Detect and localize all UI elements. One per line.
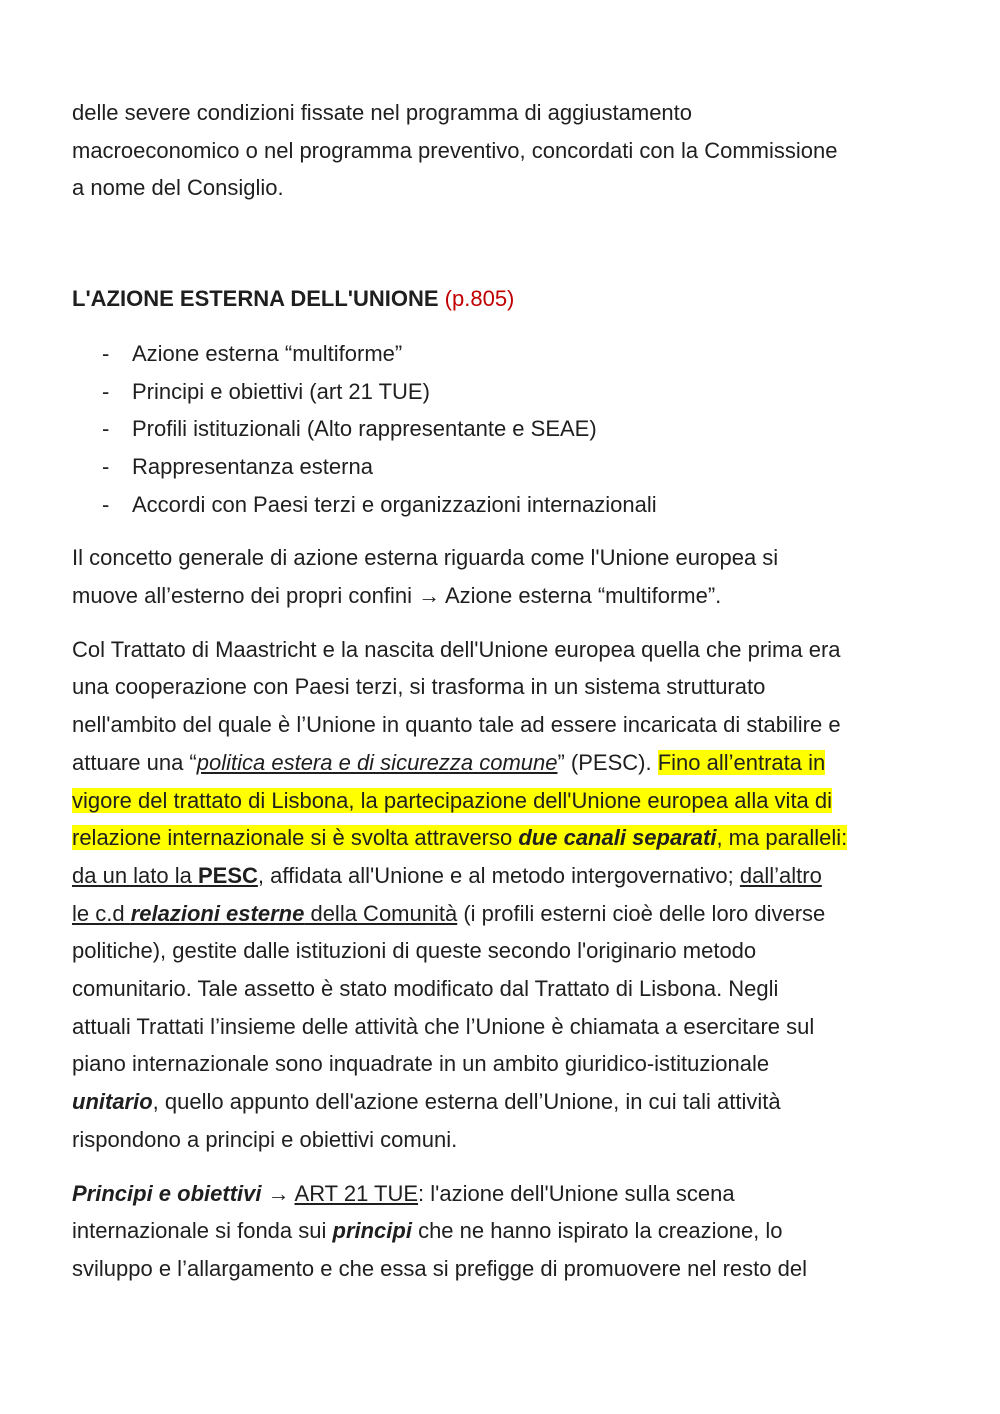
list-item <box>72 410 952 448</box>
concept-paragraph <box>72 539 952 614</box>
text-segment: : l'azione dell'Unione sulla scena <box>418 1180 735 1206</box>
pesc-term: politica estera e di sicurezza comune <box>196 749 558 775</box>
document-body <box>72 94 952 1304</box>
intro-paragraph <box>72 94 952 207</box>
bullet-marker: - <box>102 491 110 517</box>
text-segment: , affidata all'Unione e al metodo intergovernativo; <box>257 862 740 888</box>
topic-list <box>72 335 952 524</box>
section-title: L'AZIONE ESTERNA DELL'UNIONE <box>72 286 439 312</box>
arrow-icon: → <box>267 1180 290 1206</box>
text-line: comunitario. Tale assetto è stato modificato dal Trattato di Lisbona. Negli <box>72 976 779 1002</box>
list-item <box>72 335 952 373</box>
arrow-icon: → <box>418 583 441 609</box>
list-item <box>72 373 952 411</box>
emphasis-text: principi <box>332 1218 412 1244</box>
text-segment: relazione internazionale si è svolta attraverso <box>72 825 519 851</box>
text-segment: , quello appunto dell'azione esterna dell’Unione, in cui tali attività <box>152 1089 781 1115</box>
spacer <box>72 207 952 280</box>
list-item-text: Principi e obiettivi (art 21 TUE) <box>132 378 430 404</box>
intro-line: a nome del Consiglio. <box>72 175 284 201</box>
maastricht-paragraph <box>72 631 952 1159</box>
highlighted-text: vigore del trattato di Lisbona, la partecipazione dell'Unione europea alla vita di <box>72 787 833 813</box>
text-segment: attuare una “ <box>72 749 197 775</box>
text-segment: della Comunità <box>304 900 458 926</box>
emphasis-text: due canali separati <box>518 825 717 851</box>
underlined-text <box>72 901 457 926</box>
highlighted-text: Fino all’entrata in <box>657 749 826 775</box>
text-line: rispondono a principi e obiettivi comuni. <box>72 1126 458 1152</box>
underlined-text <box>72 863 258 888</box>
bullet-marker: - <box>102 453 110 479</box>
text-segment: che ne hanno ispirato la creazione, lo <box>411 1218 783 1244</box>
intro-line: delle severe condizioni fissate nel programma di aggiustamento <box>72 100 693 125</box>
emphasis-text: unitario <box>72 1089 153 1115</box>
text-segment: Azione esterna “multiforme”. <box>440 583 722 609</box>
text-segment: , ma paralleli: <box>716 825 848 851</box>
list-item-text: Rappresentanza esterna <box>132 453 373 479</box>
emphasis-text: PESC <box>197 862 258 888</box>
section-heading <box>72 280 952 318</box>
list-item <box>72 448 952 486</box>
text-line: una cooperazione con Paesi terzi, si trasforma in un sistema strutturato <box>72 674 766 700</box>
list-item <box>72 486 952 524</box>
text-line: politiche), gestite dalle istituzioni di queste secondo l'originario metodo <box>72 938 757 964</box>
text-line: sviluppo e l’allargamento e che essa si prefigge di promuovere nel resto del <box>72 1255 807 1281</box>
list-item-text: Azione esterna “multiforme” <box>132 340 403 366</box>
text-segment: le c.d <box>72 900 131 926</box>
text-line: Il concetto generale di azione esterna riguarda come l'Unione europea si <box>72 545 779 571</box>
bullet-marker: - <box>102 340 110 366</box>
section-page-ref: (p.805) <box>444 286 515 312</box>
underlined-text: ART 21 TUE <box>294 1180 419 1206</box>
emphasis-text: Principi e obiettivi <box>72 1180 262 1206</box>
text-line: Col Trattato di Maastricht e la nascita dell'Unione europea quella che prima era <box>72 636 841 662</box>
bullet-marker: - <box>102 416 110 442</box>
intro-line: macroeconomico o nel programma preventivo, concordati con la Commissione <box>72 137 838 163</box>
highlighted-text <box>72 825 847 850</box>
emphasis-text: relazioni esterne <box>130 900 305 926</box>
text-line: nell'ambito del quale è l’Unione in quanto tale ad essere incaricata di stabilire e <box>72 712 841 738</box>
text-line: piano internazionale sono inquadrate in un ambito giuridico-istituzionale <box>72 1051 770 1077</box>
text-segment: muove all’esterno dei propri confini <box>72 583 419 609</box>
text-segment: internazionale si fonda sui <box>72 1218 333 1244</box>
underlined-text: dall’altro <box>739 862 822 888</box>
principles-paragraph <box>72 1175 952 1288</box>
text-segment: da un lato la <box>72 862 198 888</box>
list-item-text: Profili istituzionali (Alto rappresentante e SEAE) <box>132 416 597 442</box>
text-segment: (i profili esterni cioè delle loro diverse <box>457 900 826 926</box>
text-segment: ” (PESC). <box>557 749 658 775</box>
list-item-text: Accordi con Paesi terzi e organizzazioni internazionali <box>132 491 657 517</box>
text-line: attuali Trattati l’insieme delle attività che l’Unione è chiamata a esercitare sul <box>72 1013 815 1039</box>
bullet-marker: - <box>102 378 110 404</box>
